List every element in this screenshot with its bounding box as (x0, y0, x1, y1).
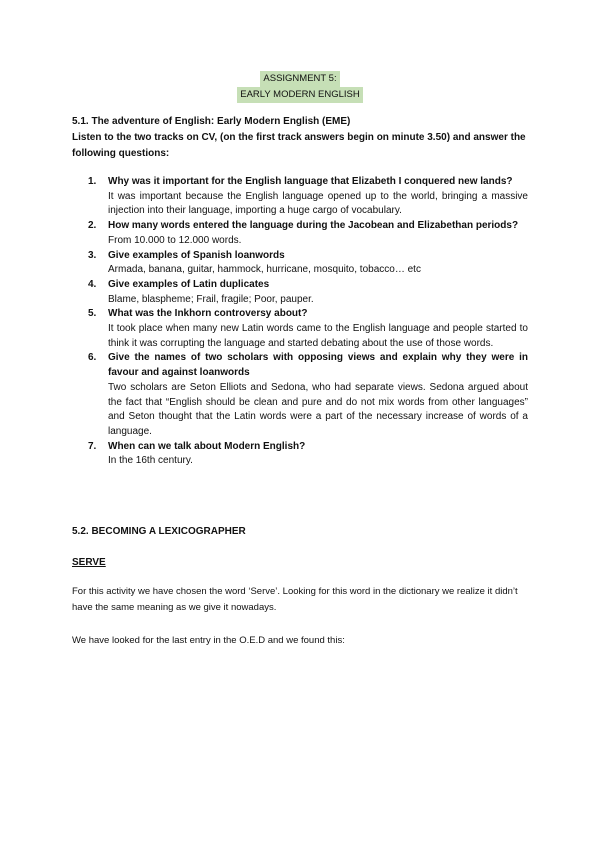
answer-text: In the 16th century. (108, 455, 193, 467)
question-number: 6. (88, 352, 97, 364)
question-item (88, 440, 528, 469)
answer-text: It took place when many new Latin words came to the English language and people started to think it was corrupting the language and started debating about the use of those words. (108, 323, 528, 349)
question-number: 1. (88, 176, 97, 187)
answer-text: Blame, blaspheme; Frail, fragile; Poor, pauper. (108, 293, 314, 305)
question-text: How many words entered the language during the Jacobean and Elizabethan periods? (108, 220, 519, 232)
question-number: 5. (88, 308, 97, 320)
section-5-1-instructions: Listen to the two tracks on CV, (on the first track answers begin on minute 3.50) and answer the following questions: (72, 132, 526, 159)
question-item (88, 175, 528, 219)
question-number: 2. (88, 220, 97, 232)
question-text: Give examples of Latin duplicates (108, 278, 270, 290)
answer-text: It was important because the English language opened up to the world, bringing a massive injection into their language, importing a huge cargo of vocabulary. (108, 190, 528, 217)
answer-text: Two scholars are Seton Elliots and Sedona, who had separate views. Sedona argued about the fact that “English should be clean and pure and do not mix words from other languages” and Seton thought that the Latin words were a part of the necessary increase of words of a language. (108, 381, 528, 437)
title-line-2: EARLY MODERN ENGLISH (237, 87, 362, 103)
question-number: 4. (88, 278, 97, 290)
question-text: Give the names of two scholars with opposing views and explain why they were in favour and against loanwords (108, 352, 528, 379)
question-item (88, 351, 528, 439)
section-5-1 (72, 114, 532, 162)
serve-paragraph-2: We have looked for the last entry in the O.E.D and we found this: (72, 635, 345, 646)
question-item (88, 278, 528, 307)
serve-paragraph-1: For this activity we have chosen the word ‘Serve’. Looking for this word in the dictionary we realize it didn’t have the same meaning as we give it nowadays. (72, 586, 518, 613)
question-number: 7. (88, 440, 97, 452)
serve-subheading: SERVE (72, 557, 106, 568)
question-text: What was the Inkhorn controversy about? (108, 308, 308, 320)
section-5-1-heading: 5.1. The adventure of English: Early Modern English (EME) (72, 116, 351, 127)
question-text: When can we talk about Modern English? (108, 440, 306, 452)
section-5-2-heading: 5.2. BECOMING A LEXICOGRAPHER (72, 526, 246, 537)
title-line-1: ASSIGNMENT 5: (260, 71, 339, 87)
answer-text: Armada, banana, guitar, hammock, hurricane, mosquito, tobacco… etc (108, 264, 421, 276)
question-text: Give examples of Spanish loanwords (108, 249, 285, 261)
question-item (88, 307, 528, 351)
question-text: Why was it important for the English language that Elizabeth I conquered new lands? (108, 176, 513, 187)
question-item (88, 219, 528, 248)
question-list (88, 175, 528, 469)
assignment-title (0, 71, 600, 103)
question-item (88, 249, 528, 278)
answer-text: From 10.000 to 12.000 words. (108, 234, 242, 246)
question-number: 3. (88, 249, 97, 261)
